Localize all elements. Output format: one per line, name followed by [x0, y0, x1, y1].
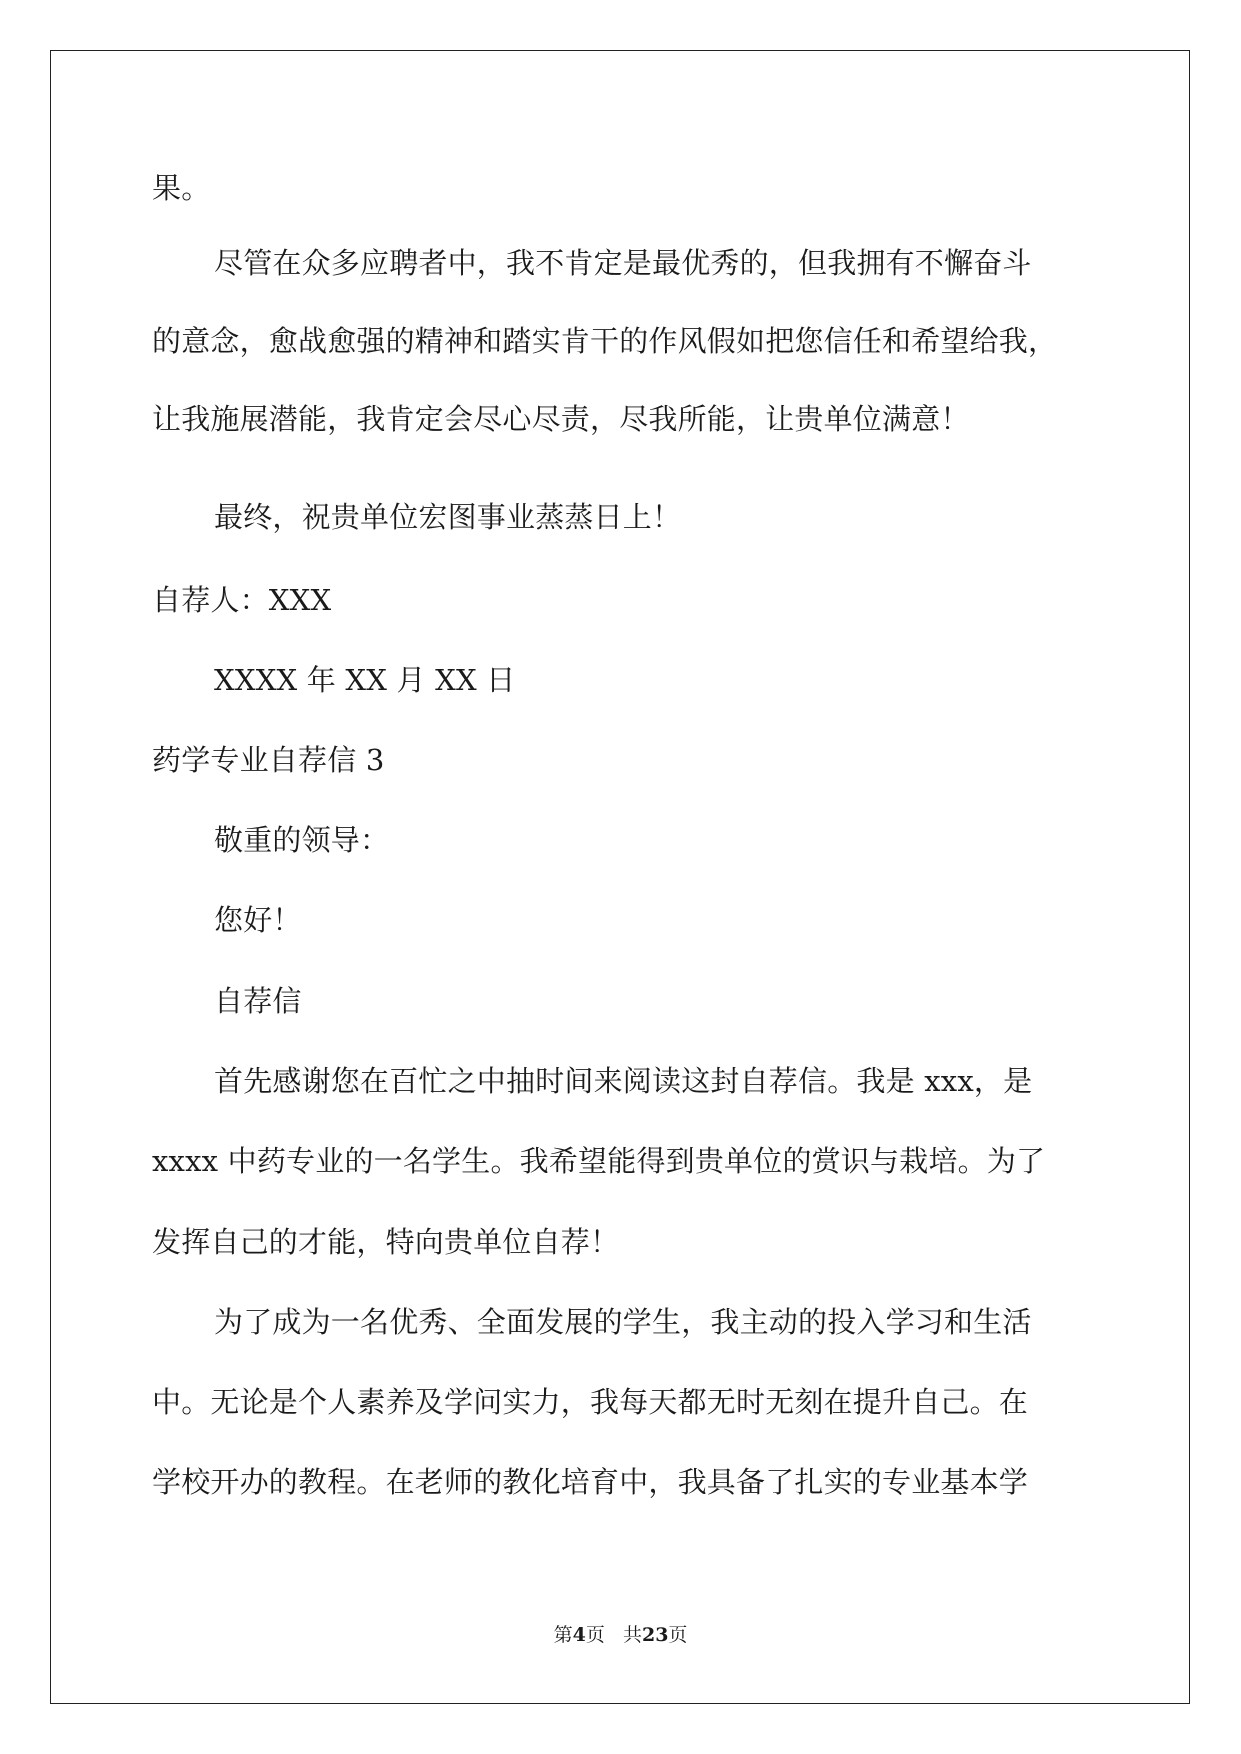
greeting: 您好！: [214, 903, 302, 937]
text-line: 中。无论是个人素养及学问实力，我每天都无时无刻在提升自己。在: [152, 1385, 1029, 1419]
section-heading: 药学专业自荐信 3: [152, 743, 385, 777]
date-line: XXXX 年 XX 月 XX 日: [214, 663, 516, 697]
text-line: xxxx 中药专业的一名学生。我希望能得到贵单位的赏识与栽培。为了: [152, 1144, 1046, 1178]
text-line: 最终，祝贵单位宏图事业蒸蒸日上！: [214, 500, 682, 534]
total-pages: 23: [641, 1624, 669, 1646]
text-line: 果。: [152, 171, 211, 205]
page-footer: [0, 1623, 1241, 1647]
total-prefix: 共: [622, 1624, 642, 1646]
page-number: 4: [572, 1624, 586, 1646]
text-line: 发挥自己的才能，特向贵单位自荐！: [152, 1225, 620, 1259]
text-line: 学校开办的教程。在老师的教化培育中，我具备了扎实的专业基本学: [152, 1465, 1029, 1499]
page-suffix: 页: [585, 1624, 605, 1646]
page-prefix: 第: [553, 1624, 573, 1646]
text-line: 为了成为一名优秀、全面发展的学生，我主动的投入学习和生活: [214, 1305, 1032, 1339]
letter-title: 自荐信: [214, 984, 302, 1018]
text-line: 尽管在众多应聘者中，我不肯定是最优秀的，但我拥有不懈奋斗: [214, 246, 1032, 280]
total-suffix: 页: [668, 1624, 688, 1646]
salutation: 敬重的领导：: [214, 823, 390, 857]
text-line: 首先感谢您在百忙之中抽时间来阅读这封自荐信。我是 xxx，是: [214, 1064, 1033, 1098]
page-border: [50, 50, 1190, 1704]
signer-line: 自荐人：XXX: [152, 583, 332, 617]
text-line: 让我施展潜能，我肯定会尽心尽责，尽我所能，让贵单位满意！: [152, 402, 970, 436]
text-line: 的意念，愈战愈强的精神和踏实肯干的作风假如把您信任和希望给我，: [152, 324, 1058, 358]
